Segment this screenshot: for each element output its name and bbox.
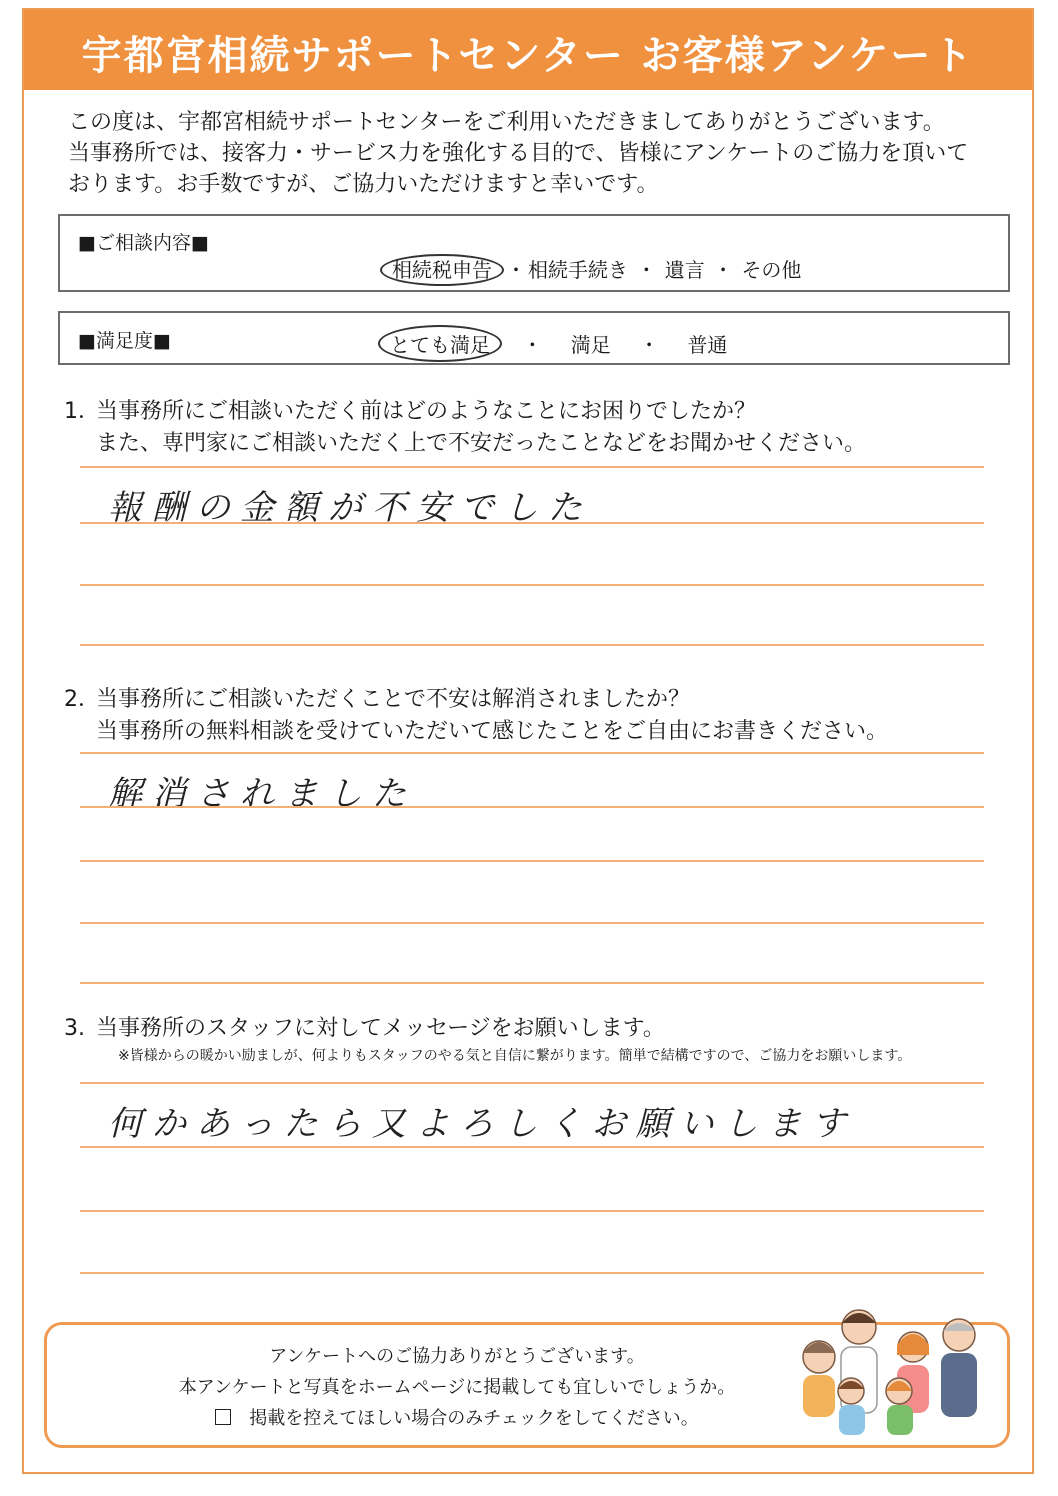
- satisfaction-option-selected[interactable]: とても満足: [378, 325, 502, 362]
- footer-box: [44, 1322, 1010, 1448]
- separator: ・: [713, 258, 734, 282]
- answer-line: [80, 1082, 984, 1084]
- family-illustration: [789, 1295, 989, 1445]
- satisfaction-options: [378, 325, 727, 362]
- consultation-option[interactable]: 遺言: [664, 258, 705, 282]
- answer-line: [80, 1272, 984, 1274]
- satisfaction-box: [58, 311, 1010, 365]
- answer-line: [80, 522, 984, 524]
- survey-sheet: [22, 8, 1034, 1474]
- answer-line: [80, 584, 984, 586]
- footer-thanks: アンケートへのご協力ありがとうございます。: [269, 1346, 645, 1367]
- footer-question: 本アンケートと写真をホームページに掲載しても宜しいでしょうか。: [178, 1377, 736, 1398]
- answer-3-handwriting[interactable]: 何かあったら又よろしくお願いします: [108, 1104, 856, 1144]
- question-1: [64, 396, 866, 460]
- person-body: [887, 1405, 913, 1435]
- page-title: 宇都宮相続サポートセンター お客様アンケート: [81, 33, 975, 79]
- answer-line: [80, 1210, 984, 1212]
- question-number: 2．: [64, 687, 100, 712]
- satisfaction-label: ■満足度■: [78, 330, 171, 352]
- answer-line: [80, 644, 984, 646]
- consultation-option-selected[interactable]: 相続税申告: [380, 254, 504, 286]
- answer-line: [80, 982, 984, 984]
- question-text: 当事務所にご相談いただくことで不安は解消されましたか？: [96, 687, 691, 712]
- person-hair: [803, 1342, 835, 1353]
- separator: ・: [636, 258, 657, 282]
- answer-line: [80, 466, 984, 468]
- person-body: [839, 1405, 865, 1435]
- question-text: 当事務所にご相談いただく前はどのようなことにお困りでしたか？: [96, 399, 757, 424]
- consultation-label: ■ご相談内容■: [78, 232, 209, 254]
- question-subtext: 当事務所の無料相談を受けていただいて感じたことをご自由にお書きください。: [96, 719, 889, 744]
- answer-1-handwriting[interactable]: 報酬の金額が不安でした: [108, 488, 592, 528]
- satisfaction-option[interactable]: 満足: [570, 333, 611, 357]
- consultation-option[interactable]: 相続手続き: [528, 258, 628, 282]
- consultation-option[interactable]: その他: [741, 258, 802, 282]
- header-banner: [24, 10, 1032, 90]
- intro-line: おります。お手数ですが、ご協力いただけますと幸いです。: [68, 172, 659, 197]
- question-text: 当事務所のスタッフに対してメッセージをお願いします。: [96, 1016, 665, 1041]
- question-number: 1．: [64, 399, 100, 424]
- person-body: [941, 1353, 977, 1417]
- answer-line: [80, 922, 984, 924]
- separator: ・: [639, 333, 660, 357]
- question-2: [64, 684, 888, 748]
- question-number: 3.: [64, 1016, 85, 1041]
- consultation-options: [380, 254, 803, 283]
- person-body: [803, 1375, 835, 1417]
- footer-text: [147, 1341, 767, 1434]
- question-note: ※皆様からの暖かい励ましが、何よりもスタッフのやる気と自信に繋がります。簡単で結構ですので、ご協力をお願いします。: [118, 1048, 912, 1064]
- intro-line: この度は、宇都宮相続サポートセンターをご利用いただきましてありがとうございます。: [68, 110, 945, 135]
- separator: ・: [506, 258, 526, 282]
- checkbox-label: 掲載を控えてほしい場合のみチェックをしてください。: [249, 1408, 699, 1429]
- answer-line: [80, 1146, 984, 1148]
- answer-line: [80, 860, 984, 862]
- consultation-box: [58, 214, 1010, 292]
- question-3: [64, 1013, 911, 1067]
- satisfaction-option[interactable]: 普通: [687, 333, 728, 357]
- intro-line: 当事務所では、接客力・サービス力を強化する目的で、皆様にアンケートのご協力を頂いて: [68, 141, 969, 166]
- answer-2-handwriting[interactable]: 解消されました: [108, 774, 416, 814]
- separator: ・: [522, 333, 543, 357]
- question-subtext: また、専門家にご相談いただく上で不安だったことなどをお聞かせください。: [96, 431, 867, 456]
- answer-line: [80, 752, 984, 754]
- intro-text: [68, 107, 1008, 200]
- answer-line: [80, 806, 984, 808]
- opt-out-checkbox[interactable]: [215, 1409, 231, 1425]
